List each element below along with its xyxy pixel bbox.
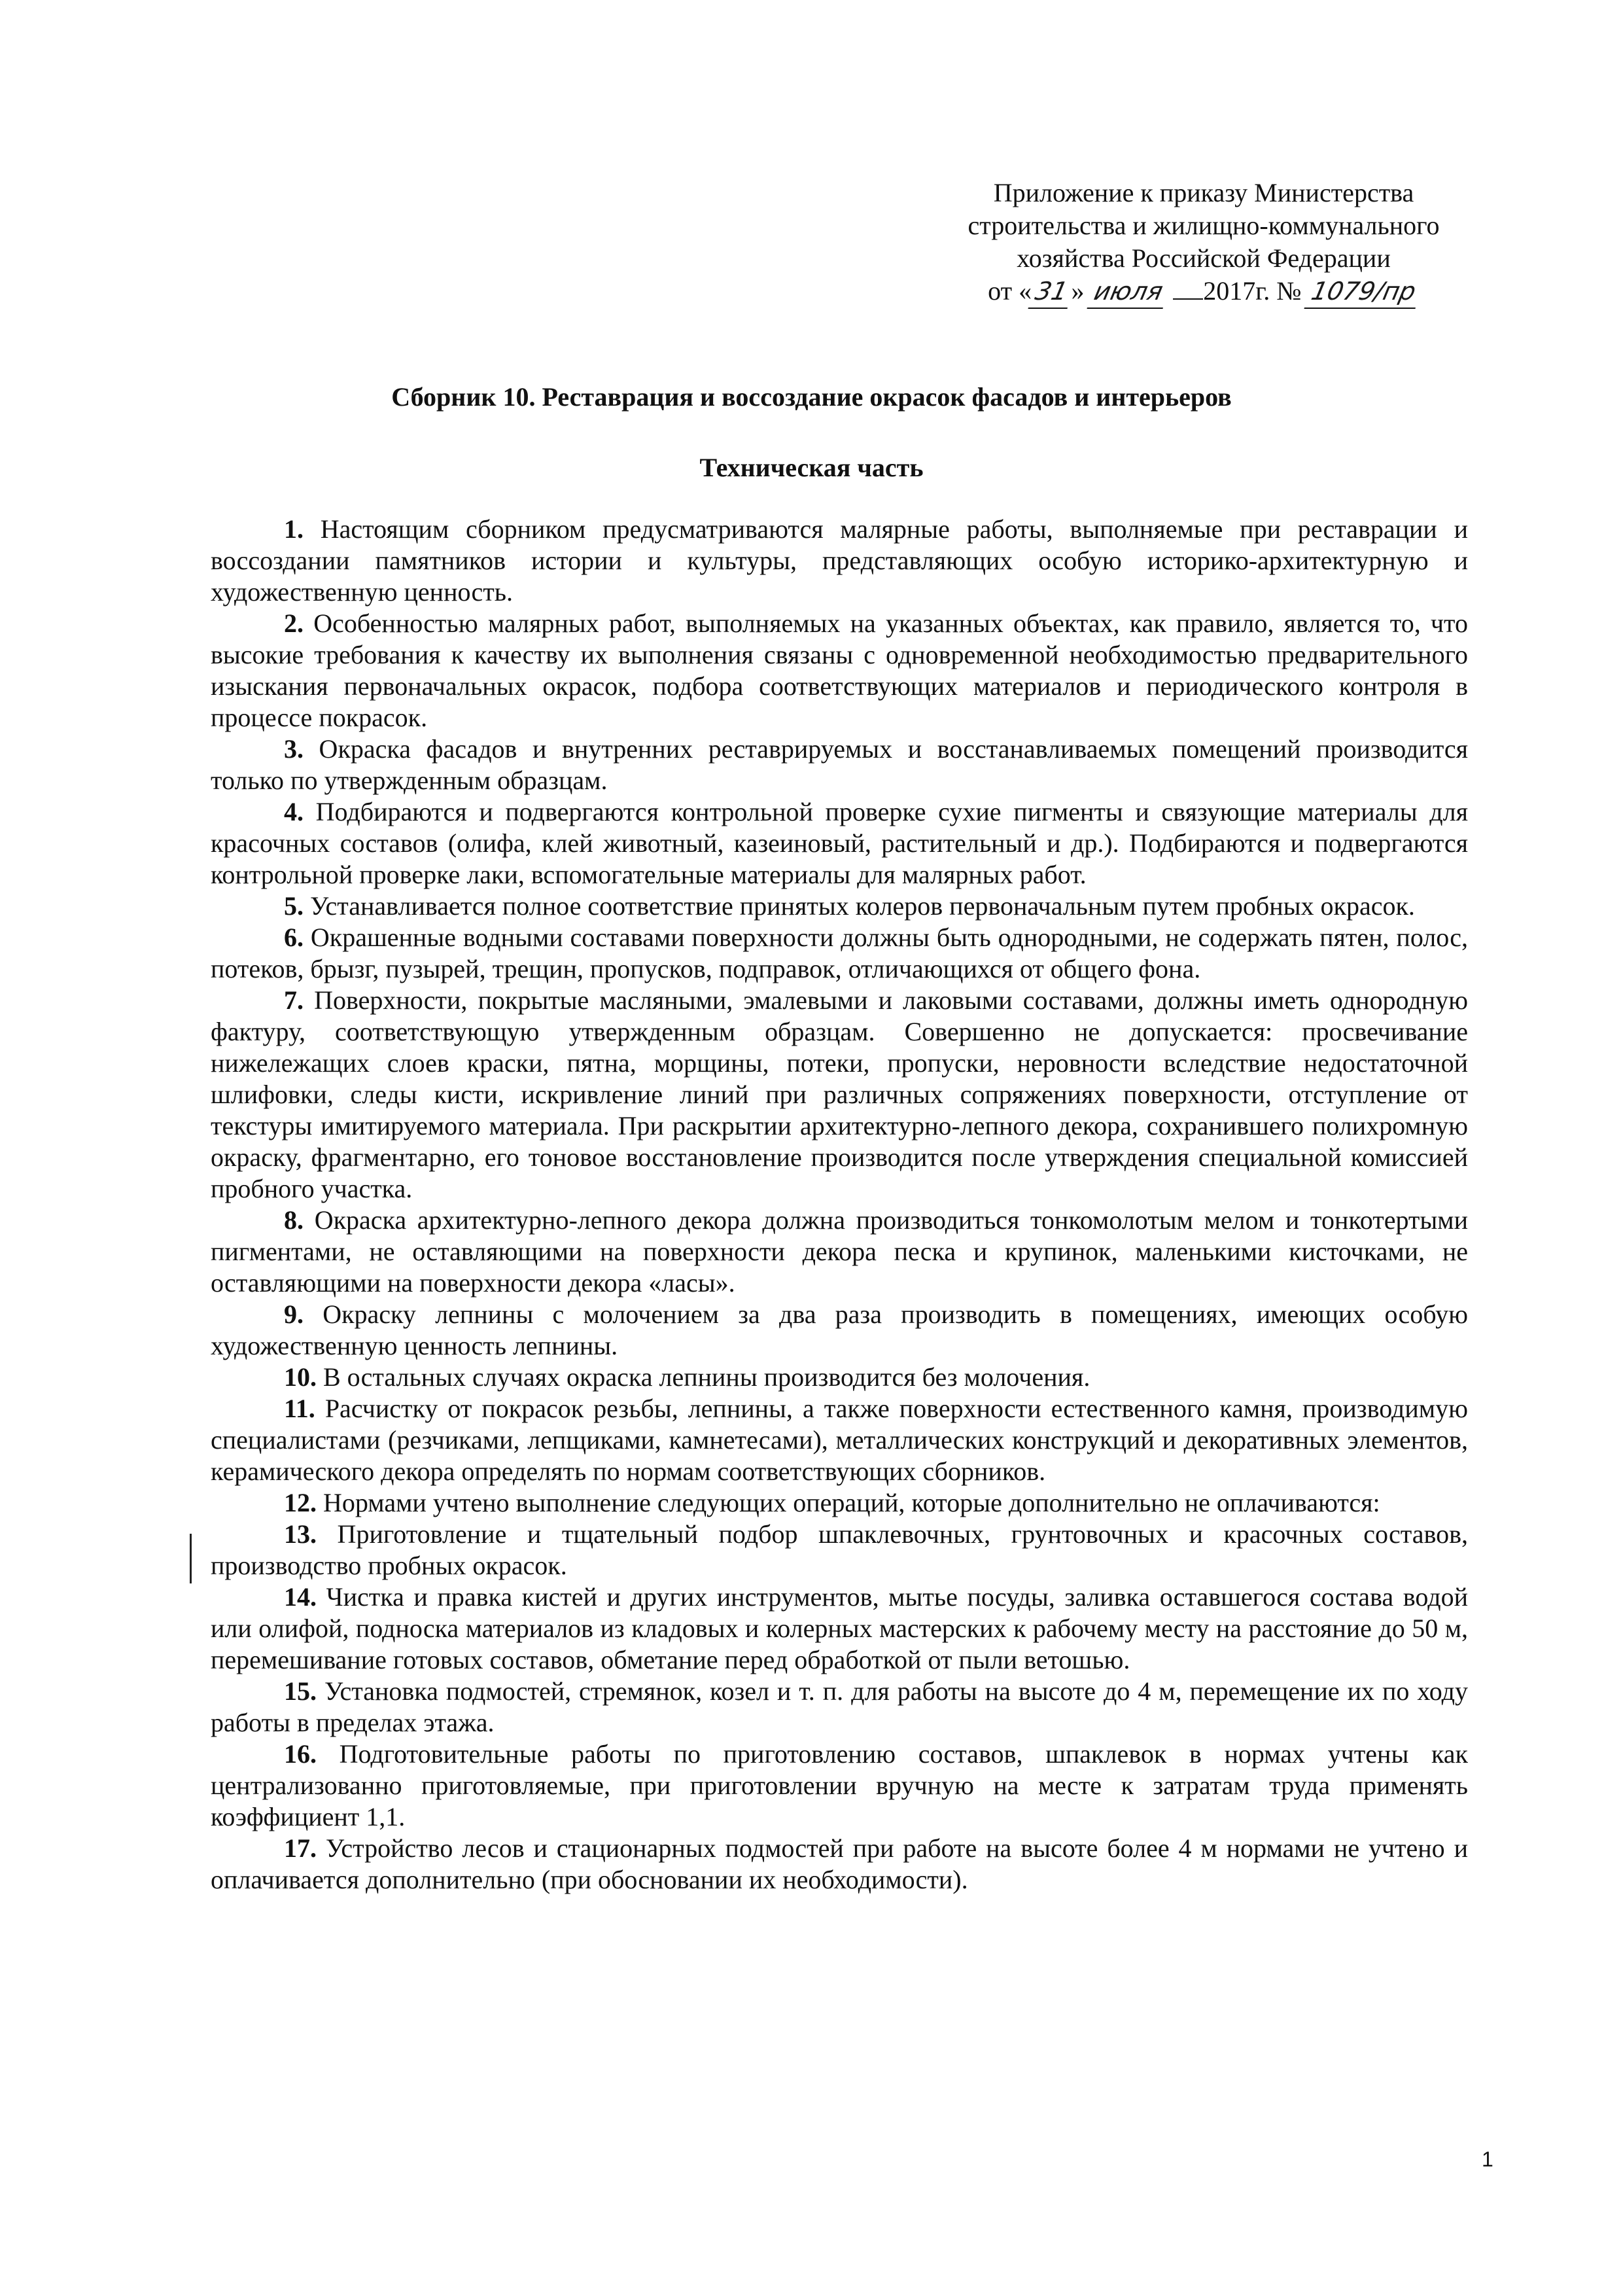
paragraph-9: 9. Окраску лепнины с молочением за два раза производить в помещениях, имеющих особую художественную ценность лепнины.: [211, 1299, 1468, 1360]
date-prefix: от «: [988, 276, 1032, 306]
paragraph-14: 14. Чистка и правка кистей и других инструментов, мытье посуды, заливка оставшегося состава водой или олифой, подноска материалов из кладовых и колерных мастерских к рабочему месту на расстояние до 50 м, перемешивание готовых составов, обметание перед обработкой от пыли ветошью.: [211, 1582, 1468, 1674]
paragraph-6: 6. Окрашенные водными составами поверхности должны быть однородными, не содержать пятен, полос, потеков, брызг, пузырей, трещин, пропусков, подправок, отличающихся от общего фона.: [211, 923, 1468, 983]
paragraph-7: 7. Поверхности, покрытые масляными, эмалевыми и лаковыми составами, должны иметь однородную фактуру, соответствующую утвержденным образцам. Совершенно не допускается: просвечивание нижележащих слоев краски, пятна, морщины, потеки, пропуски, неровности вследствие недостаточной шлифовки, следы кисти, искривление линий при различных сопряжениях поверхности, отступление от текстуры имитируемого материала. При раскрытии архитектурно-лепного декора, сохранившего полихромную окраску, фрагментарно, его тоновое восстановление производится после утверждения специальной комиссией пробного участка.: [211, 985, 1468, 1203]
handwritten-day: 31: [1028, 275, 1075, 309]
margin-change-bar: [190, 1534, 192, 1583]
handwritten-order-number: 1079/пр: [1304, 275, 1423, 309]
handwritten-month: июля: [1087, 275, 1170, 309]
paragraph-1: 1. Настоящим сборником предусматриваются малярные работы, выполняемые при реставрации и воссоздании памятников истории и культуры, представляющих особую историко-архитектурную и художественную ценность.: [211, 514, 1468, 607]
collection-title: Сборник 10. Реставрация и воссоздание окрасок фасадов и интерьеров: [391, 382, 1232, 412]
header-line-2: строительства и жилищно-коммунального: [968, 211, 1440, 240]
date-year: 2017г. №: [1203, 276, 1302, 306]
header-line-1: Приложение к приказу Министерства: [993, 178, 1414, 207]
date-quote-close: »: [1071, 276, 1085, 306]
header-line-3: хозяйства Российской Федерации: [1017, 243, 1391, 273]
paragraph-4: 4. Подбираются и подвергаются контрольной проверке сухие пигменты и связующие материалы для красочных составов (олифа, клей животный, казеиновый, растительный и др.). Подбираются и подвергаются контрольной проверке лаки, вспомогательные материалы для малярных работ.: [211, 797, 1468, 889]
section-subtitle: Техническая часть: [699, 453, 924, 482]
date-underline: [1173, 279, 1203, 300]
paragraph-13: 13. Приготовление и тщательный подбор шпаклевочных, грунтовочных и красочных составов, производство пробных окрасок.: [211, 1519, 1468, 1580]
paragraph-5: 5. Устанавливается полное соответствие принятых колеров первоначальным путем пробных окрасок.: [284, 891, 1415, 921]
paragraph-3: 3. Окраска фасадов и внутренних реставрируемых и восстанавливаемых помещений производится только по утвержденным образцам.: [211, 734, 1468, 795]
page-number: 1: [1482, 2147, 1493, 2171]
order-date-line: [916, 275, 1492, 309]
appendix-header: [916, 177, 1492, 309]
paragraph-16: 16. Подготовительные работы по приготовлению составов, шпаклевок в нормах учтены как централизованно приготовляемые, при приготовлении вручную на месте к затратам труда применять коэффициент 1,1.: [211, 1739, 1468, 1831]
paragraph-8: 8. Окраска архитектурно-лепного декора должна производиться тонкомолотым мелом и тонкотертыми пигментами, не оставляющими на поверхности декора песка и крупинок, маленькими кисточками, не оставляющими на поверхности декора «ласы».: [211, 1205, 1468, 1298]
technical-part-body: [211, 514, 1468, 1896]
paragraph-11: 11. Расчистку от покрасок резьбы, лепнины, а также поверхности естественного камня, производимую специалистами (резчиками, лепщиками, камнетесами), металлических конструкций и декоративных элементов, керамического декора определять по нормам соответствующих сборников.: [211, 1394, 1468, 1486]
paragraph-10: 10. В остальных случаях окраска лепнины производится без молочения.: [284, 1362, 1091, 1392]
paragraph-15: 15. Установка подмостей, стремянок, козел и т. п. для работы на высоте до 4 м, перемещение их по ходу работы в пределах этажа.: [211, 1676, 1468, 1737]
paragraph-2: 2. Особенностью малярных работ, выполняемых на указанных объектах, как правило, является то, что высокие требования к качеству их выполнения связаны с одновременной необходимостью предварительного изыскания первоначальных окрасок, подбора соответствующих материалов и периодического контроля в процессе покрасок.: [211, 609, 1468, 732]
paragraph-12: 12. Нормами учтено выполнение следующих операций, которые дополнительно не оплачиваются:: [284, 1488, 1380, 1517]
paragraph-17: 17. Устройство лесов и стационарных подмостей при работе на высоте более 4 м нормами не учтено и оплачивается дополнительно (при обосновании их необходимости).: [211, 1833, 1468, 1894]
